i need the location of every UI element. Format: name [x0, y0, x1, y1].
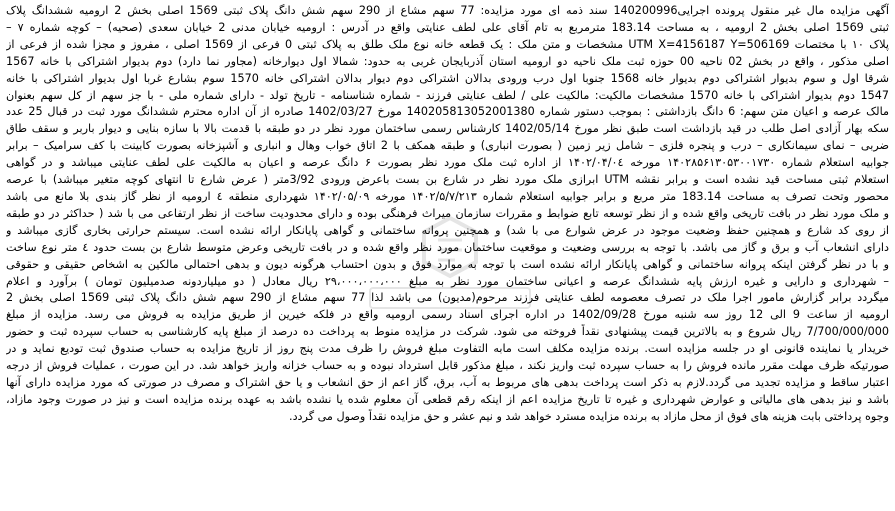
auction-notice: [6, 3, 889, 508]
notice-line-16: و با در نظر گرفتن اینکه پروانه ساختمانی و گواهی پایانکار ارائه نشده است با توجه به موارد فوق و بدون احتساب هرگونه دیون و بدهی احتمالی مالکین به اشخاص حقیقی و حقوقی: [6, 257, 889, 271]
notice-line-4: اصلی مذکور ، واقع در بخش 02 ناحیه 00 حوزه ثبت ملک ناحیه دو ارومیه استان آذربایجان غربی به حدود: شمالا اول دیوارخانه (مجاور نما دارد) دوم بدیوار اشتراکی با خانه 1567: [6, 54, 889, 68]
notice-line-8: سکه بهار آزادی اصل طلب در قید بازداشت است طبق نظر مورخ 1402/05/14 کارشناس رسمی ساختمان مورد نظر در دو طبقه با قدمت بالا با سازه بنایی و دیوار باربر و سقف طاق: [6, 122, 889, 136]
notice-line-10: جوابیه استعلام شماره ۱۴۰۲۸۵۶۱۳۰۵۳۰۰۱۷۳۰ مورخه ۱۴۰۲/۰۴/۰٤ از اداره ثبت ملک مورد نظر بصورت ۶ دانگ عرصه و اعیان به مالکیت علی لطف عنایتی میباشد و در گواهی: [6, 156, 889, 170]
notice-line-20: 7/700/000/000 ریال شروع و به بالاترین قیمت پیشنهادی نقداً فروخته می شود. شرکت در مزایده منوط به پرداخت ده درصد از مبلغ پایه کارشناسی به حساب سپرده ثبت و حضور: [6, 325, 889, 339]
notice-line-9: ضربی – نمای سیمانکاری – درب و پنجره فلزی – شامل زیر زمین ( بصورت انباری) و طبقه همکف با 2 اتاق خواب وهال و انباری و آشپزخانه بصورت کابینت با کف سرامیک – برابر: [6, 139, 889, 153]
notice-line-24: باشد و نیز بدهی های مالیاتی و عوارض شهرداری و غیره تا تاریخ مزایده اعم از اینکه رقم قطعی آن معلوم شده یا نشده باشد به عهده برنده مزایده است و نیز در صورت وجود مازاد،: [6, 392, 889, 406]
notice-line-3: پلاک ۱۰ با مختصات UTM X=4156187 Y=506169 مشخصات و متن ملک : یک قطعه خانه نوع ملک طلق به پلاک ثبتی 0 فرعی از 1569 اصلی ، مفروز و مجزا شده از فرعی از: [6, 37, 889, 51]
notice-line-22: صورتیکه ظرف مهلت مقرر مانده فروش را به حساب سپرده ثبت واریز نکند ، مبلغ مذکور قابل استرداد نبوده و به حساب خزانه واریز خواهد شد. در این صورت ، عملیات فروش از درجه: [6, 359, 889, 373]
notice-line-2: ثبتی 1569 اصلی بخش 2 ارومیه ، به مساحت 183.14 مترمربع به تام آقای علی لطف عنایتی واقع در آدرس : ارومیه خیابان مدنی 2 خیابان سعدی (صحیه) – کوچه شماره ۷ –: [6, 20, 889, 34]
notice-line-15: دارای انشعاب آب و برق و گاز می باشد. با توجه به بررسی وضعیت و موقعیت ساختمان مورد نظر واقع شده و در بافت تاریخی وعرض متوسط شارع بن بست حدود ٤ متر نوع ساخت: [6, 240, 889, 254]
notice-line-13: و ملک مورد نظر در بافت تاریخی واقع شده و از نظر توسعه تابع ضوابط و مقررات سازمان میراث فرهنگی بوده و دارای محدودیت ساخت از نظر ارتفاعی می با شد ( حداکثر در دو طبقه: [6, 206, 889, 220]
notice-line-17: – شهرداری و دارایی و غیره ارزش پایه ششدانگ عرصه و اعیانی ساختمان مورد نظر به مبلغ ۲۹،۰۰۰،۰۰۰،۰۰۰ ریال معادل ( دو میلیاردونه صدمیلیون تومان ) برآورد و اعلام: [6, 274, 889, 288]
notice-line-11: استعلام ثبتی مساحت قید نشده است و برابر نقشه UTM ابرازی ملک مورد نظر در شارع بن بست باعرض ورودی 3/92متر ( عرض شارع تا انتهای کوچه متغیر میباشد) با عرصه: [6, 173, 889, 187]
notice-line-1: آگهی مزایده مال غیر منقول پرونده اجرایی140200996 سند ذمه ای مورد مزایده: 77 سهم مشاع از 290 سهم شش دانگ پلاک ثبتی 1569 اصلی بخش 2 ارومیه ششدانگ پلاک: [6, 4, 889, 17]
notice-line-23: اعتبار ساقط و مزایده تجدید می گردد.لازم به ذکر است پرداخت بدهی های مربوط به آب، برق، گاز اعم از حق انشعاب و یا حق اشتراک و مصرف در صورتی که مورد مزایده دارای آنها: [6, 375, 889, 389]
notice-line-19: ارومیه از ساعت 9 الی 12 روز سه شنبه مورخ 1402/09/28 در اداره اجرای اسناد رسمی ارومیه واقع در فلکه خیرین از طریق مزایده به فروش می رسد. مزایده از مبلغ: [6, 308, 889, 322]
notice-line-21: خریدار یا نماینده قانونی او در جلسه مزایده است. برنده مزایده مکلف است مابه التفاوت مبلغ فروش را ظرف مدت پنج روز از تاریخ مزایده به حساب صندوق ثبت تودیع نماید و در: [6, 342, 889, 356]
notice-line-12: محصور وتحت تصرف به مساحت 183.14 متر مربع و برابر جوابیه استعلام شماره ۱۴۰۲/۵/۷/۲۱۳ مورخه ۱۴۰۲/۰۵/۰۹ شهرداری منطقه ٤ ارومیه از نظر گاز بندی بلا مانع می باشد: [6, 189, 889, 203]
notice-line-25: وجوه پرداختی بابت هزینه های فوق از محل مازاد به برنده مزایده مسترد خواهد شد و نیم عشر و حق مزایده نقداً وصول می گردد.: [289, 409, 889, 423]
notice-line-18: میگردد برابر گزارش مامور اجرا ملک در تصرف معصومه لطف عنایتی فرزند مرحوم(مدیون) می باشد لذا 77 سهم مشاع از 290 سهم شش دانگ پلاک ثبتی 1569 اصلی بخش 2: [6, 291, 889, 305]
notice-line-14: از روی کد شارع و همچنین حفظ وضعیت موجود در عرض شوارع می با شد) و همچنین پروانه ساختمانی و گواهی پایانکار ارائه نشده است. سیستم حرارتی بخاری گازی میباشد و: [6, 223, 889, 237]
notice-line-7: مالک عرصه و اعیان متن سهم: 6 دانگ بازداشتی : بموجب دستور شماره 140205813052001380 مورخ 1402/03/27 صادره از آن اداره محترم ششدانگ مورد ثبت در قبال 25 عدد: [6, 105, 889, 119]
notice-line-5: شرقا اول و سوم بدیوار اشتراکی دوم بدیوار خانه 1568 جنوبا اول درب ورودی بدالان اشتراکی دوم دیوار بدالان اشتراکی خانه 1570 سوم بشارع غربا اول بدیوار اشتراکی با خانه: [6, 71, 889, 85]
notice-line-6: 1547 دوم بدیوار اشتراکی با خانه 1570 مشخصات مالکیت: مالکیت علی / لطف عنایتی فرزند - شماره شناسنامه - تاریخ تولد - دارای شماره ملی - با جز سهم از کل سهم بعنوان: [6, 88, 889, 102]
